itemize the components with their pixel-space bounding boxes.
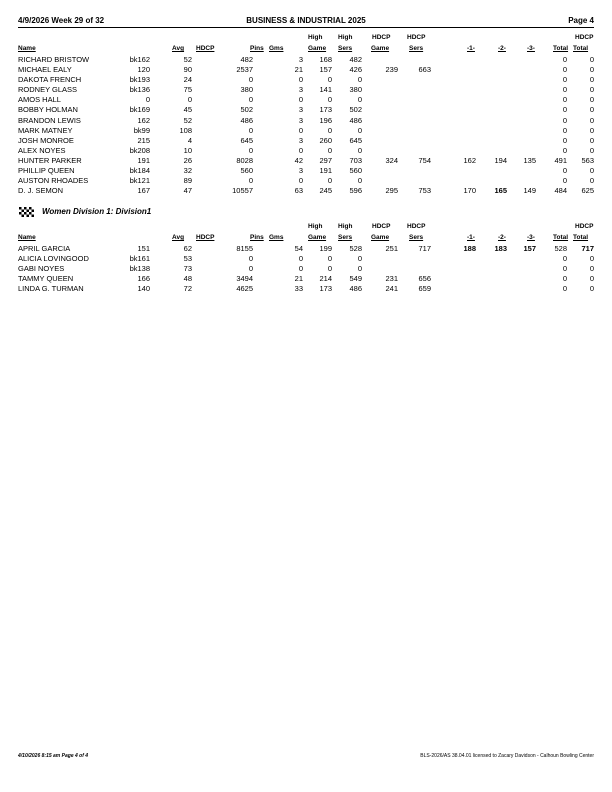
cell-gms: 0 <box>298 264 303 274</box>
cell-hg: 0 <box>327 264 332 274</box>
cell-htotal: 0 <box>589 254 594 264</box>
cell-hs: 426 <box>349 65 362 75</box>
cell-hdcp: 45 <box>183 105 192 115</box>
cell-hs: 703 <box>349 155 362 165</box>
cell-pins: 8028 <box>236 155 253 165</box>
cell-total: 491 <box>554 155 567 165</box>
cell-hdg: 324 <box>385 155 398 165</box>
cell-hg: 0 <box>327 95 332 105</box>
bowler-row <box>18 75 594 85</box>
cell-name: JOSH MONROE <box>18 135 74 145</box>
cell-hdcp: 90 <box>183 65 192 75</box>
col-total: Total <box>553 45 569 52</box>
cell-hg: 0 <box>327 75 332 85</box>
cell-hdcp: 4 <box>187 135 192 145</box>
cell-hdcp: 47 <box>183 186 192 196</box>
bowler-row <box>18 186 594 196</box>
cell-avg: bk193 <box>129 75 150 85</box>
cell-hdcp: 72 <box>183 284 192 294</box>
cell-hdcp: 48 <box>183 274 192 284</box>
cell-htotal: 0 <box>589 55 594 64</box>
cell-avg: 140 <box>137 284 150 294</box>
cell-total: 528 <box>554 244 567 253</box>
col-hdcp-total-top: HDCP <box>575 223 594 230</box>
col-hdcp-game: Game <box>371 234 390 241</box>
cell-hdcp: 24 <box>183 75 192 85</box>
checkered-flag-icon <box>19 207 34 217</box>
cell-name: PHILLIP QUEEN <box>18 166 75 176</box>
col-hdcp-game-top: HDCP <box>372 34 391 41</box>
bowler-row <box>18 126 594 136</box>
league-title: BUSINESS & INDUSTRIAL 2025 <box>246 16 366 25</box>
cell-hs: 0 <box>357 264 362 274</box>
cell-g1: 162 <box>463 155 476 165</box>
cell-gms: 33 <box>294 284 303 294</box>
cell-pins: 2537 <box>236 65 253 75</box>
cell-hds: 656 <box>418 274 431 284</box>
cell-hg: 0 <box>327 145 332 155</box>
cell-htotal: 625 <box>581 186 594 196</box>
col-name: Name <box>18 234 36 241</box>
cell-hdcp: 89 <box>183 176 192 186</box>
col-high-sers: Sers <box>338 234 353 241</box>
cell-hs: 0 <box>357 125 362 135</box>
cell-hdcp: 75 <box>183 85 192 95</box>
cell-total: 0 <box>562 65 567 75</box>
cell-g3: 135 <box>523 155 536 165</box>
cell-pins: 0 <box>248 264 253 274</box>
cell-hs: 0 <box>357 176 362 186</box>
cell-name: AUSTON RHOADES <box>18 176 89 186</box>
cell-name: BRANDON LEWIS <box>18 115 81 125</box>
cell-hdcp: 53 <box>183 254 192 264</box>
cell-gms: 3 <box>298 85 303 95</box>
cell-hg: 196 <box>319 115 332 125</box>
cell-total: 0 <box>562 85 567 95</box>
cell-total: 0 <box>562 264 567 274</box>
cell-hs: 549 <box>349 274 362 284</box>
cell-hdg: 241 <box>385 284 398 294</box>
cell-pins: 0 <box>248 125 253 135</box>
cell-total: 0 <box>562 145 567 155</box>
cell-hdcp: 26 <box>183 155 192 165</box>
cell-gms: 0 <box>298 145 303 155</box>
col-high-game-top: High <box>308 34 323 41</box>
cell-htotal: 0 <box>589 95 594 105</box>
cell-htotal: 0 <box>589 85 594 95</box>
cell-gms: 54 <box>294 244 303 253</box>
cell-avg: 167 <box>137 186 150 196</box>
col-high-sers-top: High <box>338 223 353 230</box>
men-standings-section <box>18 32 594 196</box>
bowler-row <box>18 264 594 274</box>
cell-hg: 173 <box>319 284 332 294</box>
col-hdcp-total: Total <box>573 45 589 52</box>
bowler-row <box>18 274 594 284</box>
cell-hdg: 295 <box>385 186 398 196</box>
cell-total: 0 <box>562 254 567 264</box>
cell-g3: 157 <box>523 244 536 253</box>
cell-hdcp: 10 <box>183 145 192 155</box>
bowler-row <box>18 146 594 156</box>
division-title: Women Division 1: Division1 <box>42 207 152 216</box>
cell-name: DAKOTA FRENCH <box>18 75 82 85</box>
cell-hs: 482 <box>349 55 362 64</box>
cell-hg: 0 <box>327 125 332 135</box>
col-hdcp: HDCP <box>196 234 215 241</box>
bowler-row <box>18 65 594 75</box>
cell-avg: bk136 <box>129 85 150 95</box>
cell-hs: 0 <box>357 95 362 105</box>
cell-htotal: 0 <box>589 145 594 155</box>
bowler-row <box>18 136 594 146</box>
cell-htotal: 0 <box>589 264 594 274</box>
col-hdcp-total-top: HDCP <box>575 34 594 41</box>
cell-name: ALEX NOYES <box>18 145 66 155</box>
cell-hs: 0 <box>357 145 362 155</box>
cell-name: MICHAEL EALY <box>18 65 72 75</box>
cell-htotal: 0 <box>589 135 594 145</box>
cell-hdcp: 52 <box>183 55 192 64</box>
cell-pins: 502 <box>240 105 253 115</box>
cell-gms: 3 <box>298 105 303 115</box>
cell-htotal: 563 <box>581 155 594 165</box>
col-high-sers: Sers <box>338 45 353 52</box>
cell-hdcp: 52 <box>183 115 192 125</box>
cell-hds: 753 <box>418 186 431 196</box>
cell-total: 0 <box>562 55 567 64</box>
cell-gms: 0 <box>298 254 303 264</box>
cell-htotal: 717 <box>581 244 594 253</box>
cell-gms: 63 <box>294 186 303 196</box>
cell-pins: 0 <box>248 254 253 264</box>
bowler-row <box>18 85 594 95</box>
print-timestamp: 4/10/2026 8:15 am Page 4 of 4 <box>18 753 89 759</box>
col-avg: Avg <box>172 45 185 52</box>
cell-gms: 0 <box>298 75 303 85</box>
cell-hg: 157 <box>319 65 332 75</box>
cell-hs: 502 <box>349 105 362 115</box>
col-hdcp-game: Game <box>371 45 390 52</box>
cell-hs: 560 <box>349 166 362 176</box>
cell-g3: 149 <box>523 186 536 196</box>
cell-hg: 141 <box>319 85 332 95</box>
cell-avg: 166 <box>137 274 150 284</box>
cell-hdcp: 73 <box>183 264 192 274</box>
date-week: 4/9/2026 Week 29 of 32 <box>18 16 105 25</box>
bowler-row <box>18 254 594 264</box>
bowler-row <box>18 55 594 65</box>
bowler-row <box>18 156 594 166</box>
bowler-row <box>18 95 594 105</box>
cell-avg: 0 <box>145 95 150 105</box>
cell-avg: 191 <box>137 155 150 165</box>
cell-avg: bk99 <box>133 125 150 135</box>
cell-htotal: 0 <box>589 274 594 284</box>
col-game1: -1- <box>467 45 475 52</box>
cell-hs: 0 <box>357 75 362 85</box>
bowler-row <box>18 244 594 254</box>
cell-g1: 170 <box>463 186 476 196</box>
cell-hdg: 231 <box>385 274 398 284</box>
cell-g2: 194 <box>494 155 507 165</box>
cell-avg: bk184 <box>129 166 150 176</box>
cell-name: TAMMY QUEEN <box>18 274 74 284</box>
cell-total: 0 <box>562 166 567 176</box>
cell-total: 0 <box>562 95 567 105</box>
cell-hg: 260 <box>319 135 332 145</box>
cell-hs: 528 <box>349 244 362 253</box>
cell-name: HUNTER PARKER <box>18 155 82 165</box>
col-high-game-top: High <box>308 223 323 230</box>
cell-pins: 645 <box>240 135 253 145</box>
col-avg: Avg <box>172 234 185 241</box>
cell-pins: 486 <box>240 115 253 125</box>
women-standings-section <box>18 221 594 294</box>
col-hdcp-total: Total <box>573 234 589 241</box>
col-hdcp: HDCP <box>196 45 215 52</box>
col-pins: Pins <box>250 234 264 241</box>
cell-total: 0 <box>562 115 567 125</box>
cell-total: 0 <box>562 75 567 85</box>
cell-pins: 3494 <box>236 274 253 284</box>
cell-avg: 215 <box>137 135 150 145</box>
cell-name: RICHARD BRISTOW <box>18 55 90 64</box>
cell-hs: 486 <box>349 115 362 125</box>
cell-gms: 0 <box>298 176 303 186</box>
cell-pins: 10557 <box>232 186 253 196</box>
cell-gms: 3 <box>298 135 303 145</box>
cell-avg: bk162 <box>129 55 150 64</box>
cell-hdcp: 62 <box>183 244 192 253</box>
cell-htotal: 0 <box>589 105 594 115</box>
bowler-row <box>18 176 594 186</box>
col-gms: Gms <box>269 45 284 52</box>
cell-htotal: 0 <box>589 284 594 294</box>
cell-gms: 21 <box>294 274 303 284</box>
cell-pins: 8155 <box>236 244 253 253</box>
cell-total: 0 <box>562 105 567 115</box>
col-hdcp-sers-top: HDCP <box>407 34 426 41</box>
col-game2: -2- <box>498 234 506 241</box>
bowler-row <box>18 284 594 294</box>
cell-avg: bk138 <box>129 264 150 274</box>
col-high-sers-top: High <box>338 34 353 41</box>
cell-total: 0 <box>562 284 567 294</box>
cell-gms: 0 <box>298 95 303 105</box>
cell-hg: 191 <box>319 166 332 176</box>
page-header <box>18 14 594 28</box>
cell-hdcp: 0 <box>187 95 192 105</box>
cell-hs: 380 <box>349 85 362 95</box>
cell-gms: 42 <box>294 155 303 165</box>
cell-htotal: 0 <box>589 115 594 125</box>
cell-hs: 486 <box>349 284 362 294</box>
bowler-row <box>18 105 594 115</box>
cell-name: BOBBY HOLMAN <box>18 105 78 115</box>
cell-pins: 482 <box>240 55 253 64</box>
col-high-game: Game <box>308 234 327 241</box>
cell-pins: 0 <box>248 176 253 186</box>
cell-name: D. J. SEMON <box>18 186 64 196</box>
cell-htotal: 0 <box>589 65 594 75</box>
cell-hg: 173 <box>319 105 332 115</box>
cell-total: 484 <box>554 186 567 196</box>
cell-avg: bk121 <box>129 176 150 186</box>
cell-hs: 596 <box>349 186 362 196</box>
cell-hg: 199 <box>319 244 332 253</box>
cell-name: LINDA G. TURMAN <box>18 284 84 294</box>
cell-hdg: 239 <box>385 65 398 75</box>
cell-hdcp: 108 <box>179 125 192 135</box>
cell-pins: 560 <box>240 166 253 176</box>
cell-avg: bk161 <box>129 254 150 264</box>
cell-name: MARK MATNEY <box>18 125 73 135</box>
cell-hs: 0 <box>357 254 362 264</box>
cell-pins: 380 <box>240 85 253 95</box>
cell-name: RODNEY GLASS <box>18 85 78 95</box>
column-header-row <box>18 32 594 55</box>
col-high-game: Game <box>308 45 327 52</box>
col-pins: Pins <box>250 45 264 52</box>
cell-avg: 162 <box>137 115 150 125</box>
col-game1: -1- <box>467 234 475 241</box>
cell-g1: 188 <box>463 244 476 253</box>
cell-pins: 0 <box>248 75 253 85</box>
col-game2: -2- <box>498 45 506 52</box>
cell-total: 0 <box>562 274 567 284</box>
col-gms: Gms <box>269 234 284 241</box>
cell-hdcp: 32 <box>183 166 192 176</box>
cell-gms: 3 <box>298 166 303 176</box>
cell-hds: 659 <box>418 284 431 294</box>
cell-hg: 0 <box>327 176 332 186</box>
col-game3: -3- <box>527 45 535 52</box>
cell-total: 0 <box>562 176 567 186</box>
cell-hg: 297 <box>319 155 332 165</box>
col-total: Total <box>553 234 569 241</box>
cell-pins: 0 <box>248 145 253 155</box>
col-game3: -3- <box>527 234 535 241</box>
cell-hs: 645 <box>349 135 362 145</box>
cell-name: AMOS HALL <box>18 95 61 105</box>
col-hdcp-sers-top: HDCP <box>407 223 426 230</box>
cell-avg: 151 <box>137 244 150 253</box>
cell-htotal: 0 <box>589 125 594 135</box>
cell-avg: bk169 <box>129 105 150 115</box>
cell-hg: 214 <box>319 274 332 284</box>
col-hdcp-sers: Sers <box>409 234 424 241</box>
cell-name: ALICIA LOVINGOOD <box>18 254 89 264</box>
cell-g2: 183 <box>494 244 507 253</box>
cell-avg: bk208 <box>129 145 150 155</box>
cell-hds: 717 <box>418 244 431 253</box>
cell-htotal: 0 <box>589 176 594 186</box>
cell-name: APRIL GARCIA <box>18 244 71 253</box>
cell-total: 0 <box>562 135 567 145</box>
page-number: Page 4 <box>568 16 594 25</box>
cell-avg: 120 <box>137 65 150 75</box>
cell-gms: 0 <box>298 125 303 135</box>
column-header-row <box>18 221 594 244</box>
cell-hds: 663 <box>418 65 431 75</box>
col-hdcp-game-top: HDCP <box>372 223 391 230</box>
cell-hg: 245 <box>319 186 332 196</box>
col-hdcp-sers: Sers <box>409 45 424 52</box>
cell-hg: 168 <box>319 55 332 64</box>
cell-name: GABI NOYES <box>18 264 65 274</box>
cell-gms: 21 <box>294 65 303 75</box>
cell-pins: 0 <box>248 95 253 105</box>
cell-hg: 0 <box>327 254 332 264</box>
cell-gms: 3 <box>298 115 303 125</box>
cell-hdg: 251 <box>385 244 398 253</box>
cell-gms: 3 <box>298 55 303 64</box>
cell-hds: 754 <box>418 155 431 165</box>
bowler-row <box>18 166 594 176</box>
cell-pins: 4625 <box>236 284 253 294</box>
license-note: BLS-2026/AS 38.04.01 licensed to Zacary Davidson - Calhoun Bowling Center <box>420 753 594 759</box>
cell-htotal: 0 <box>589 75 594 85</box>
bowler-row <box>18 116 594 126</box>
cell-total: 0 <box>562 125 567 135</box>
cell-htotal: 0 <box>589 166 594 176</box>
col-name: Name <box>18 45 36 52</box>
cell-g2: 165 <box>494 186 507 196</box>
